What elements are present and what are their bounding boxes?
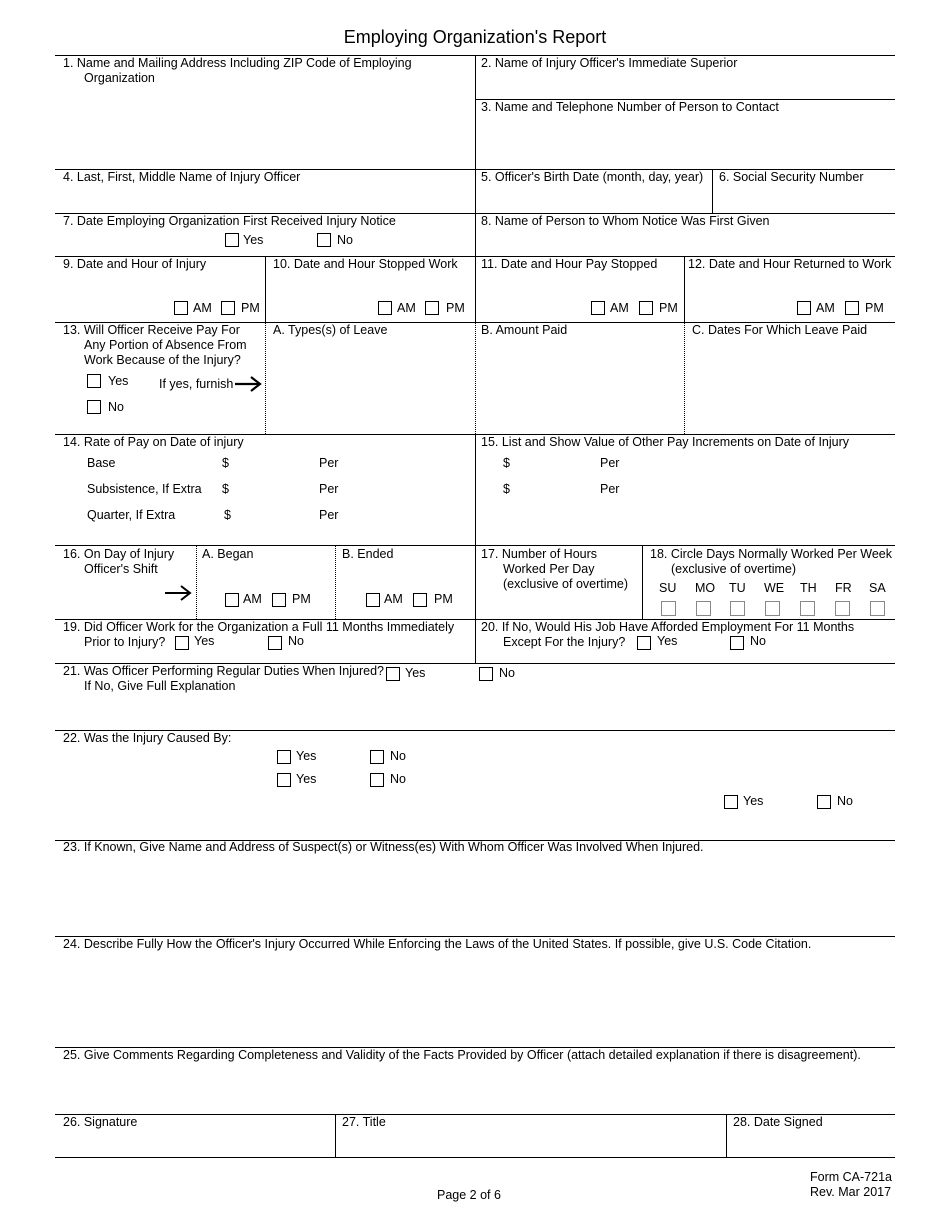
field-22-b-no-checkbox[interactable] [370,773,384,787]
field-1-input[interactable] [56,86,474,168]
if-yes-furnish-text: If yes, furnish [159,377,234,391]
no-label: No [390,772,406,786]
arrow-right-icon [234,376,262,392]
form-revision: Rev. Mar 2017 [810,1185,892,1199]
field-17-label-cont: Worked Per Day [503,562,595,576]
rule [475,322,476,434]
currency-symbol: $ [503,482,510,496]
field-11-am-checkbox[interactable] [591,301,605,315]
field-14-label: 14. Rate of Pay on Date of injury [63,435,244,449]
pm-label: PM [292,592,311,606]
field-28-label: 28. Date Signed [733,1115,823,1129]
rule [265,322,266,434]
field-22-b-yes-checkbox[interactable] [277,773,291,787]
pm-label: PM [865,301,884,315]
pm-label: PM [659,301,678,315]
field-6-input[interactable] [713,186,894,212]
day-checkbox-tu[interactable] [730,601,745,616]
field-16-label-cont: Officer's Shift [84,562,158,576]
field-13a-input[interactable] [267,340,473,432]
pay-row-name: Base [87,456,116,470]
yes-label: Yes [405,666,426,680]
yes-label: Yes [743,794,764,808]
field-8-input[interactable] [476,230,894,255]
rule [196,545,197,619]
field-15-label: 15. List and Show Value of Other Pay Increments on Date of Injury [481,435,850,449]
no-label: No [837,794,853,808]
field-22-c-yes-checkbox[interactable] [724,795,738,809]
field-17-label-cont: (exclusive of overtime) [503,577,629,591]
rule [55,1157,895,1158]
pm-label: PM [434,592,453,606]
field-19-label: 19. Did Officer Work for the Organization a Full 11 Months Immediately [63,620,455,634]
field-9-pm-checkbox[interactable] [221,301,235,315]
day-checkbox-fr[interactable] [835,601,850,616]
per-label: Per [319,482,339,496]
field-20-label: 20. If No, Would His Job Have Afforded Employment For 11 Months [481,620,855,634]
no-label: No [750,634,766,648]
field-22-a-yes-checkbox[interactable] [277,750,291,764]
field-13-no-checkbox[interactable] [87,400,101,414]
field-13-yes-checkbox[interactable] [87,374,101,388]
field-21-no-checkbox[interactable] [479,667,493,681]
date-signed-input[interactable] [727,1131,894,1156]
rule [475,256,476,322]
rule [642,545,643,619]
field-3-input[interactable] [476,116,894,168]
field-9-label: 9. Date and Hour of Injury [63,257,207,271]
field-10-label: 10. Date and Hour Stopped Work [273,257,458,271]
rule [335,545,336,619]
field-23-input[interactable] [56,857,894,935]
per-label: Per [319,508,339,522]
am-label: AM [243,592,262,606]
field-7-yes-checkbox[interactable] [225,233,239,247]
field-13a-label: A. Types(s) of Leave [273,323,388,337]
yes-label: Yes [194,634,215,648]
currency-symbol: $ [222,482,229,496]
arrow-right-icon [164,585,192,601]
per-label: Per [600,456,620,470]
field-5-input[interactable] [476,186,711,212]
field-5-label: 5. Officer's Birth Date (month, day, year) [481,170,704,184]
field-7-no-checkbox[interactable] [317,233,331,247]
field-13c-input[interactable] [686,340,894,432]
field-22-a-no-checkbox[interactable] [370,750,384,764]
field-2-input[interactable] [476,72,894,98]
field-20-label-cont: Except For the Injury? [503,635,626,649]
field-10-pm-checkbox[interactable] [425,301,439,315]
field-12-label: 12. Date and Hour Returned to Work [688,257,892,271]
field-18-label-cont: (exclusive of overtime) [671,562,797,576]
day-label-tu: TU [729,581,746,595]
field-13b-label: B. Amount Paid [481,323,568,337]
field-22-label: 22. Was the Injury Caused By: [63,731,232,745]
per-label: Per [319,456,339,470]
field-2-label: 2. Name of Injury Officer's Immediate Superior [481,56,738,70]
field-16b-am-checkbox[interactable] [366,593,380,607]
field-13b-input[interactable] [477,340,682,432]
rule [684,322,685,434]
field-22-c-no-checkbox[interactable] [817,795,831,809]
yes-label: Yes [657,634,678,648]
field-21-label: 21. Was Officer Performing Regular Duties When Injured? [63,664,384,678]
field-1-label: 1. Name and Mailing Address Including ZIP Code of Employing [63,56,412,70]
am-label: AM [193,301,212,315]
day-label-mo: MO [695,581,716,595]
field-19-no-checkbox[interactable] [268,636,282,650]
yes-label: Yes [108,374,129,388]
no-label: No [390,749,406,763]
field-24-label: 24. Describe Fully How the Officer's Injury Occurred While Enforcing the Laws of the United States. If possible, give U.S. Code Citation. [63,937,812,951]
day-label-su: SU [659,581,677,595]
field-13-label-cont: Any Portion of Absence From [84,338,247,352]
field-17-label: 17. Number of Hours [481,547,598,561]
field-12-pm-checkbox[interactable] [845,301,859,315]
day-checkbox-su[interactable] [661,601,676,616]
field-11-label: 11. Date and Hour Pay Stopped [481,257,658,271]
field-16a-pm-checkbox[interactable] [272,593,286,607]
field-4-label: 4. Last, First, Middle Name of Injury Officer [63,170,301,184]
field-7-label: 7. Date Employing Organization First Received Injury Notice [63,214,396,228]
field-16b-pm-checkbox[interactable] [413,593,427,607]
field-16b-label: B. Ended [342,547,394,561]
field-13c-label: C. Dates For Which Leave Paid [692,323,868,337]
field-21-label-cont: If No, Give Full Explanation [84,679,236,693]
field-11-pm-checkbox[interactable] [639,301,653,315]
day-checkbox-we[interactable] [765,601,780,616]
field-25-input[interactable] [56,1065,894,1113]
field-19-label-cont: Prior to Injury? [84,635,166,649]
pm-label: PM [446,301,465,315]
field-1-label-cont: Organization [84,71,155,85]
rule [265,256,266,322]
am-label: AM [816,301,835,315]
field-16a-am-checkbox[interactable] [225,593,239,607]
day-checkbox-mo[interactable] [696,601,711,616]
day-label-fr: FR [835,581,852,595]
field-12-am-checkbox[interactable] [797,301,811,315]
field-13-label: 13. Will Officer Receive Pay For [63,323,240,337]
field-20-yes-checkbox[interactable] [637,636,651,650]
page-title: Employing Organization's Report [343,27,607,47]
field-18-label: 18. Circle Days Normally Worked Per Week [650,547,892,561]
pay-row-name: Subsistence, If Extra [87,482,202,496]
field-23-label: 23. If Known, Give Name and Address of Suspect(s) or Witness(es) With Whom Officer Was Involved When Injured. [63,840,704,854]
field-26-label: 26. Signature [63,1115,138,1129]
field-10-am-checkbox[interactable] [378,301,392,315]
day-label-sa: SA [869,581,886,595]
yes-label: Yes [243,233,264,247]
signature-input[interactable] [56,1131,334,1156]
rule [684,256,685,322]
page-number: Page 2 of 6 [437,1188,501,1202]
field-24-input[interactable] [56,954,894,1046]
yes-label: Yes [296,772,317,786]
field-9-am-checkbox[interactable] [174,301,188,315]
no-label: No [288,634,304,648]
field-8-label: 8. Name of Person to Whom Notice Was First Given [481,214,770,228]
yes-label: Yes [296,749,317,763]
am-label: AM [397,301,416,315]
field-3-label: 3. Name and Telephone Number of Person to Contact [481,100,779,114]
field-25-label: 25. Give Comments Regarding Completeness and Validity of the Facts Provided by Officer (attach detailed explanation if there is disagreement). [63,1048,861,1062]
currency-symbol: $ [224,508,231,522]
field-21-yes-checkbox[interactable] [386,667,400,681]
day-checkbox-sa[interactable] [870,601,885,616]
currency-symbol: $ [222,456,229,470]
rule [475,619,476,663]
day-label-we: WE [764,581,785,595]
field-16a-label: A. Began [202,547,254,561]
no-label: No [108,400,124,414]
day-label-th: TH [800,581,817,595]
no-label: No [337,233,353,247]
form-number: Form CA-721a [810,1170,892,1184]
field-13-label-cont: Work Because of the Injury? [84,353,241,367]
rule [475,434,476,545]
rule [475,545,476,619]
field-6-label: 6. Social Security Number [719,170,864,184]
am-label: AM [610,301,629,315]
field-4-input[interactable] [56,186,474,212]
title-input[interactable] [336,1131,725,1156]
currency-symbol: $ [503,456,510,470]
per-label: Per [600,482,620,496]
field-20-no-checkbox[interactable] [730,636,744,650]
day-checkbox-th[interactable] [800,601,815,616]
no-label: No [499,666,515,680]
pay-row-name: Quarter, If Extra [87,508,176,522]
pm-label: PM [241,301,260,315]
field-27-label: 27. Title [342,1115,386,1129]
field-16-label: 16. On Day of Injury [63,547,175,561]
field-21-explanation-input[interactable] [56,694,894,729]
am-label: AM [384,592,403,606]
field-19-yes-checkbox[interactable] [175,636,189,650]
